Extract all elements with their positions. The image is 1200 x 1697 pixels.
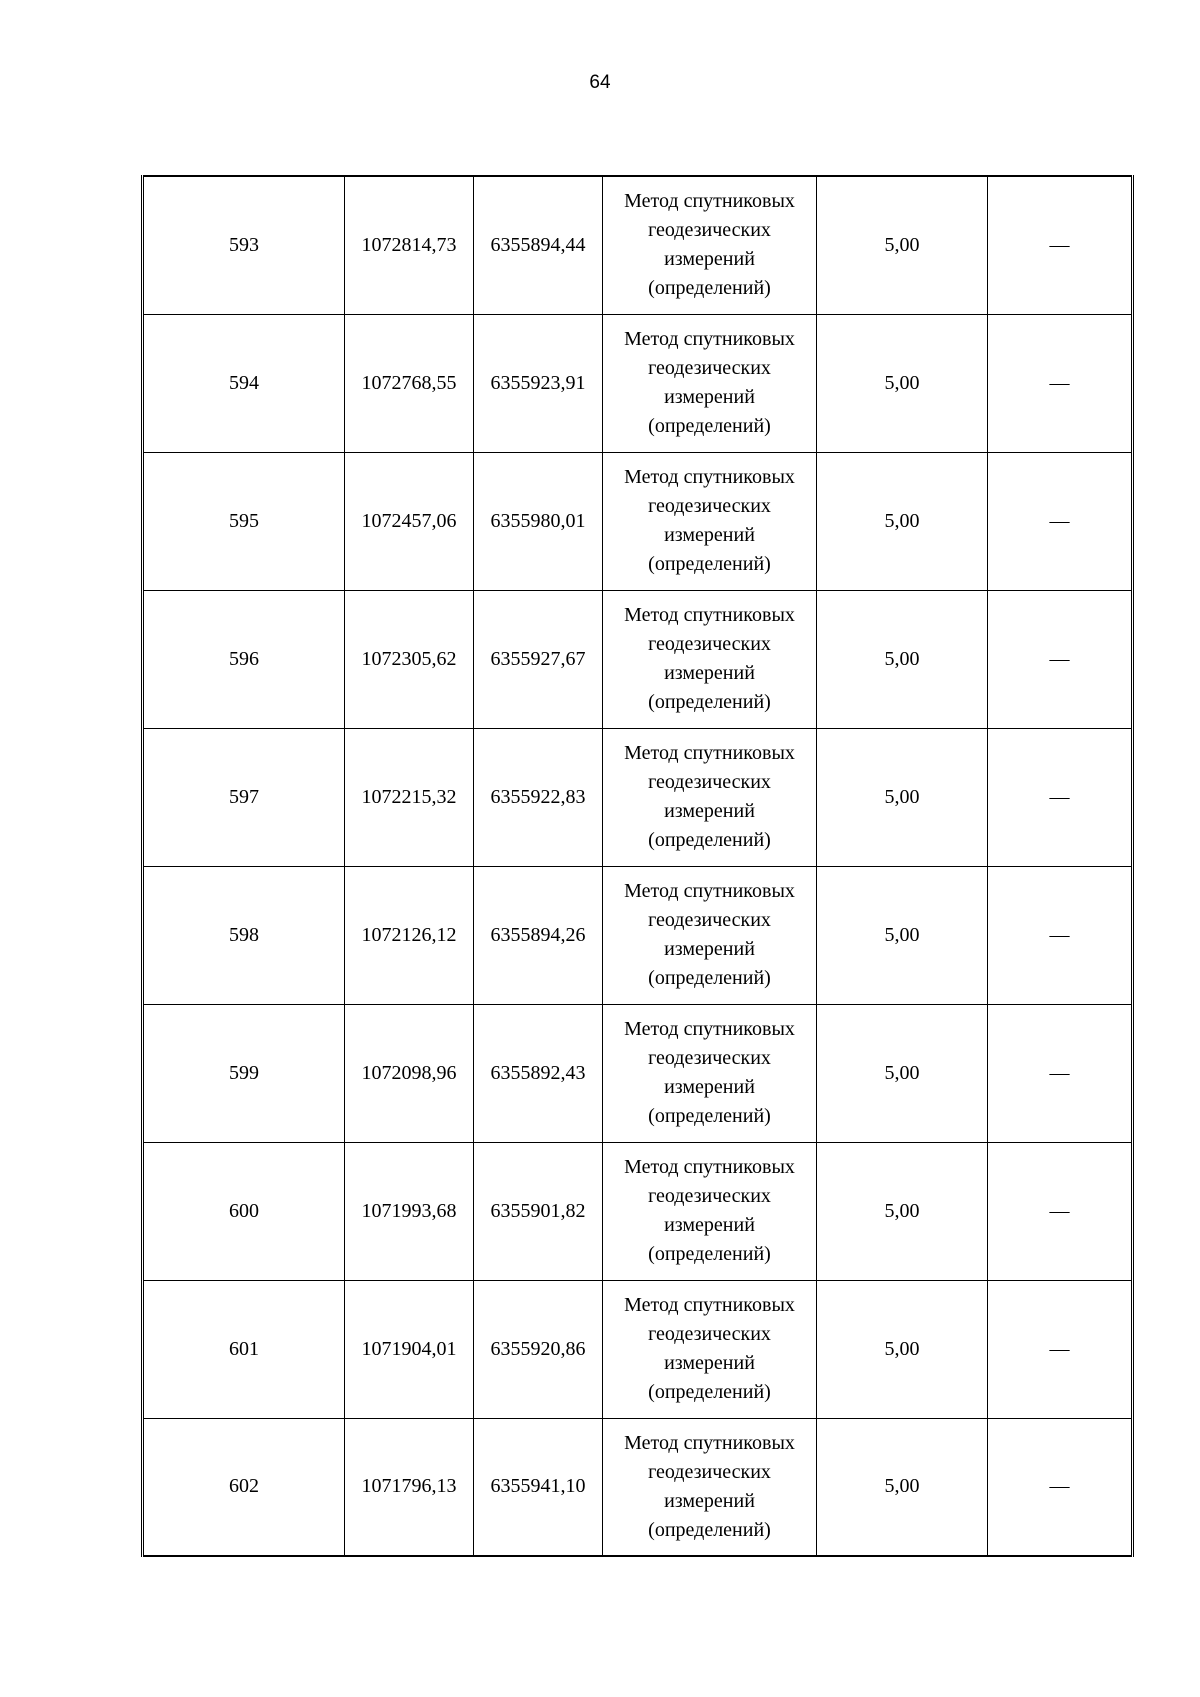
method-cell — [603, 314, 817, 452]
description-dash: — — [1049, 233, 1070, 256]
accuracy-value: 5,00 — [884, 647, 920, 670]
x-coordinate-cell — [345, 176, 474, 314]
method-cell — [603, 1142, 817, 1280]
coordinates-table-wrapper — [141, 175, 1131, 1557]
description-cell — [988, 1142, 1133, 1280]
point-number-value: 602 — [229, 1475, 259, 1498]
point-number-cell — [143, 1280, 345, 1418]
x-coordinate-cell — [345, 1280, 474, 1418]
point-number-cell — [143, 866, 345, 1004]
method-text: Метод спутниковых геодезических измерений (определений) — [624, 328, 795, 437]
x-coordinate-cell — [345, 314, 474, 452]
y-coordinate-cell — [474, 866, 603, 1004]
y-coordinate-value: 6355892,43 — [490, 1061, 586, 1084]
description-cell — [988, 1418, 1133, 1556]
y-coordinate-value: 6355894,26 — [490, 923, 586, 946]
table-row — [143, 728, 1133, 866]
point-number-cell — [143, 314, 345, 452]
x-coordinate-value: 1071796,13 — [361, 1475, 457, 1498]
x-coordinate-value: 1072098,96 — [361, 1061, 457, 1084]
point-number-cell — [143, 452, 345, 590]
method-text: Метод спутниковых геодезических измерений (определений) — [624, 1018, 795, 1127]
y-coordinate-cell — [474, 728, 603, 866]
point-number-cell — [143, 176, 345, 314]
y-coordinate-cell — [474, 176, 603, 314]
point-number-value: 599 — [229, 1061, 259, 1084]
method-cell — [603, 176, 817, 314]
accuracy-value: 5,00 — [884, 785, 920, 808]
y-coordinate-cell — [474, 590, 603, 728]
table-row — [143, 314, 1133, 452]
accuracy-value: 5,00 — [884, 1199, 920, 1222]
description-cell — [988, 1004, 1133, 1142]
y-coordinate-cell — [474, 1280, 603, 1418]
x-coordinate-value: 1072457,06 — [361, 509, 457, 532]
table-row — [143, 1418, 1133, 1556]
accuracy-value: 5,00 — [884, 509, 920, 532]
x-coordinate-cell — [345, 452, 474, 590]
x-coordinate-cell — [345, 1142, 474, 1280]
accuracy-cell — [817, 1004, 988, 1142]
y-coordinate-value: 6355980,01 — [490, 509, 586, 532]
point-number-value: 596 — [229, 647, 259, 670]
y-coordinate-value: 6355927,67 — [490, 647, 586, 670]
point-number-cell — [143, 590, 345, 728]
description-cell — [988, 176, 1133, 314]
method-cell — [603, 866, 817, 1004]
description-dash: — — [1049, 1475, 1070, 1498]
y-coordinate-cell — [474, 452, 603, 590]
description-dash: — — [1049, 1061, 1070, 1084]
x-coordinate-value: 1072215,32 — [361, 785, 457, 808]
x-coordinate-value: 1071993,68 — [361, 1199, 457, 1222]
description-dash: — — [1049, 785, 1070, 808]
method-text: Метод спутниковых геодезических измерений (определений) — [624, 466, 795, 575]
description-dash: — — [1049, 371, 1070, 394]
point-number-cell — [143, 1004, 345, 1142]
description-dash: — — [1049, 923, 1070, 946]
method-cell — [603, 728, 817, 866]
coordinates-table-body — [143, 176, 1133, 1556]
point-number-cell — [143, 1142, 345, 1280]
accuracy-value: 5,00 — [884, 1061, 920, 1084]
method-cell — [603, 1280, 817, 1418]
method-cell — [603, 590, 817, 728]
accuracy-value: 5,00 — [884, 1475, 920, 1498]
page-number: 64 — [589, 72, 611, 93]
accuracy-value: 5,00 — [884, 233, 920, 256]
point-number-value: 598 — [229, 923, 259, 946]
y-coordinate-value: 6355922,83 — [490, 785, 586, 808]
description-dash: — — [1049, 647, 1070, 670]
y-coordinate-value: 6355894,44 — [490, 233, 586, 256]
accuracy-cell — [817, 1280, 988, 1418]
y-coordinate-value: 6355901,82 — [490, 1199, 586, 1222]
table-row — [143, 1004, 1133, 1142]
description-cell — [988, 1280, 1133, 1418]
accuracy-cell — [817, 1142, 988, 1280]
description-cell — [988, 314, 1133, 452]
table-row — [143, 590, 1133, 728]
x-coordinate-value: 1072814,73 — [361, 233, 457, 256]
x-coordinate-cell — [345, 590, 474, 728]
table-row — [143, 1142, 1133, 1280]
accuracy-cell — [817, 176, 988, 314]
point-number-value: 601 — [229, 1337, 259, 1360]
point-number-value: 594 — [229, 371, 259, 394]
method-text: Метод спутниковых геодезических измерений (определений) — [624, 742, 795, 851]
description-cell — [988, 452, 1133, 590]
accuracy-cell — [817, 866, 988, 1004]
x-coordinate-cell — [345, 866, 474, 1004]
accuracy-value: 5,00 — [884, 923, 920, 946]
y-coordinate-cell — [474, 1142, 603, 1280]
y-coordinate-value: 6355941,10 — [490, 1475, 586, 1498]
table-row — [143, 866, 1133, 1004]
accuracy-cell — [817, 728, 988, 866]
table-row — [143, 452, 1133, 590]
accuracy-value: 5,00 — [884, 371, 920, 394]
description-cell — [988, 866, 1133, 1004]
point-number-cell — [143, 1418, 345, 1556]
x-coordinate-value: 1071904,01 — [361, 1337, 457, 1360]
point-number-value: 600 — [229, 1199, 259, 1222]
x-coordinate-cell — [345, 1004, 474, 1142]
x-coordinate-cell — [345, 728, 474, 866]
accuracy-cell — [817, 452, 988, 590]
y-coordinate-cell — [474, 1418, 603, 1556]
method-text: Метод спутниковых геодезических измерений (определений) — [624, 880, 795, 989]
method-text: Метод спутниковых геодезических измерений (определений) — [624, 1294, 795, 1403]
description-dash: — — [1049, 509, 1070, 532]
method-text: Метод спутниковых геодезических измерений (определений) — [624, 1156, 795, 1265]
y-coordinate-value: 6355923,91 — [490, 371, 586, 394]
point-number-value: 597 — [229, 785, 259, 808]
point-number-cell — [143, 728, 345, 866]
x-coordinate-value: 1072305,62 — [361, 647, 457, 670]
method-text: Метод спутниковых геодезических измерений (определений) — [624, 190, 795, 300]
x-coordinate-value: 1072126,12 — [361, 923, 457, 946]
table-row — [143, 176, 1133, 314]
description-cell — [988, 728, 1133, 866]
accuracy-cell — [817, 590, 988, 728]
method-cell — [603, 452, 817, 590]
accuracy-value: 5,00 — [884, 1337, 920, 1360]
x-coordinate-cell — [345, 1418, 474, 1556]
accuracy-cell — [817, 314, 988, 452]
description-dash: — — [1049, 1337, 1070, 1360]
accuracy-cell — [817, 1418, 988, 1556]
y-coordinate-cell — [474, 314, 603, 452]
point-number-value: 595 — [229, 509, 259, 532]
point-number-value: 593 — [229, 233, 259, 256]
method-text: Метод спутниковых геодезических измерений (определений) — [624, 1431, 795, 1541]
y-coordinate-value: 6355920,86 — [490, 1337, 586, 1360]
x-coordinate-value: 1072768,55 — [361, 371, 457, 394]
method-text: Метод спутниковых геодезических измерений (определений) — [624, 604, 795, 713]
description-dash: — — [1049, 1199, 1070, 1222]
table-row — [143, 1280, 1133, 1418]
method-cell — [603, 1004, 817, 1142]
method-cell — [603, 1418, 817, 1556]
y-coordinate-cell — [474, 1004, 603, 1142]
coordinates-table — [141, 175, 1134, 1557]
description-cell — [988, 590, 1133, 728]
